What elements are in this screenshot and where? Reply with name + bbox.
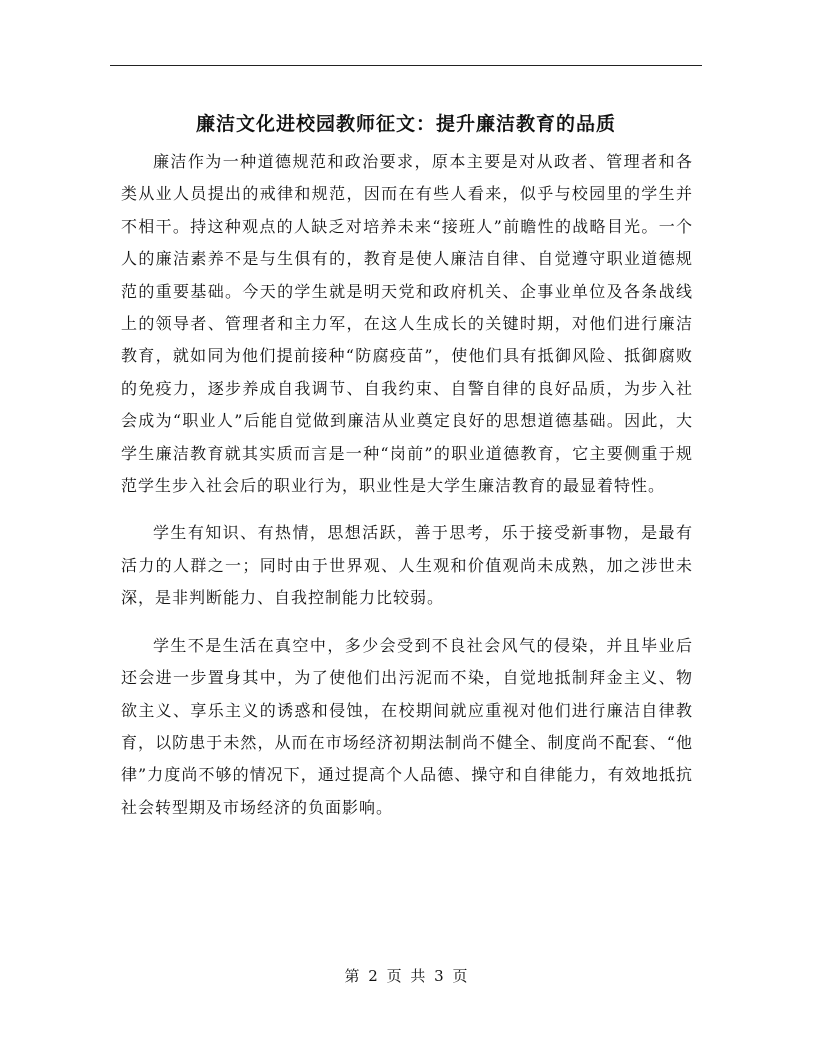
document-title: 廉洁文化进校园教师征文：提升廉洁教育的品质	[195, 112, 616, 135]
paragraph-1: 廉洁作为一种道德规范和政治要求，原本主要是对从政者、管理者和各类从业人员提出的戒律和规范，因而在有些人看来，似乎与校园里的学生并不相干。持这种观点的人缺乏对培养未来“接班人”前瞻性的战略目光。一个人的廉洁素养不是与生俱有的，教育是使人廉洁自律、自觉遵守职业道德规范的重要基础。今天的学生就是明天党和政府机关、企事业单位及各条战线上的领导者、管理者和主力军，在这人生成长的关键时期，对他们进行廉洁教育，就如同为他们提前接种“防腐疫苗”，使他们具有抵御风险、抵御腐败的免疫力，逐步养成自我调节、自我约束、自警自律的良好品质，为步入社会成为“职业人”后能自觉做到廉洁从业奠定良好的思想道德基础。因此，大学生廉洁教育就其实质而言是一种“岗前”的职业道德教育，它主要侧重于规范学生步入社会后的职业行为，职业性是大学生廉洁教育的最显着特性。	[121, 152, 693, 496]
paragraph-3: 学生不是生活在真空中，多少会受到不良社会风气的侵染，并且毕业后还会进一步置身其中，为了使他们出污泥而不染，自觉地抵制拜金主义、物欲主义、享乐主义的诱惑和侵蚀，在校期间就应重视对他们进行廉洁自律教育，以防患于未然，从而在市场经济初期法制尚不健全、制度尚不配套、“他律”力度尚不够的情况下，通过提高个人品德、操守和自律能力，有效地抵抗社会转型期及市场经济的负面影响。	[121, 635, 693, 817]
paragraph-2: 学生有知识、有热情，思想活跃，善于思考，乐于接受新事物，是最有活力的人群之一；同时由于世界观、人生观和价值观尚未成熟，加之涉世未深，是非判断能力、自我控制能力比较弱。	[121, 523, 693, 608]
document-body	[121, 146, 693, 839]
page-footer: 第 2 页 共 3 页	[344, 967, 470, 985]
header-rule	[110, 65, 702, 66]
